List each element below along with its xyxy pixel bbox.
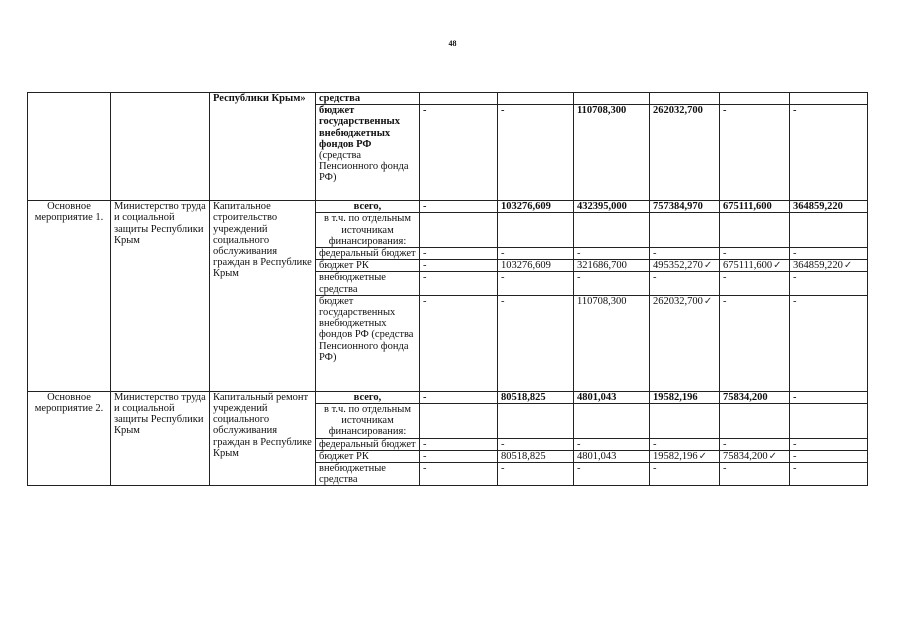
- cell-value: -: [420, 295, 498, 391]
- cell-source-label: внебюджетные средства: [316, 272, 420, 295]
- cell-value: -: [790, 272, 868, 295]
- cell-value: 675111,600: [720, 201, 790, 213]
- cell-value: 75834,200✓: [720, 450, 790, 462]
- table-row: [28, 201, 868, 213]
- cell-value: 364859,220: [790, 201, 868, 213]
- cell-value: 110708,300: [574, 295, 650, 391]
- cell-value: 75834,200: [720, 391, 790, 403]
- cell-value: -: [720, 295, 790, 391]
- cell-value: 262032,700: [650, 105, 720, 201]
- cell-value: -: [790, 105, 868, 201]
- cell-value: 675111,600✓: [720, 260, 790, 272]
- cell-value: -: [790, 295, 868, 391]
- cell-source-label: бюджет РК: [316, 260, 420, 272]
- cell-executor: Министерство труда и социальной защиты Республики Крым: [111, 201, 210, 392]
- cell-value: -: [790, 450, 868, 462]
- cell-value: -: [420, 201, 498, 213]
- cell-value: -: [498, 463, 574, 486]
- check-mark-icon: ✓: [773, 260, 782, 272]
- check-mark-icon: ✓: [843, 260, 853, 272]
- cell-value: -: [720, 463, 790, 486]
- cell-source-label: федеральный бюджет: [316, 248, 420, 260]
- cell-program-fragment: Республики Крым»: [210, 93, 316, 201]
- cell-value: 80518,825: [498, 450, 574, 462]
- cell-value: 432395,000: [574, 201, 650, 213]
- cell-value: 4801,043: [574, 391, 650, 403]
- cell-total-label: всего,: [316, 391, 420, 403]
- cell-value: -: [420, 272, 498, 295]
- cell-value: 103276,609: [498, 201, 574, 213]
- cell-source-label: внебюджетные средства: [316, 463, 420, 486]
- cell-event-name: Основное мероприятие 1.: [28, 201, 111, 392]
- check-mark-icon: ✓: [703, 260, 713, 272]
- cell-value: 495352,270✓: [650, 260, 720, 272]
- check-mark-icon: ✓: [703, 295, 713, 307]
- cell-value: 19582,196: [650, 391, 720, 403]
- cell-source-label: бюджет государственных внебюджетных фондов РФ (средства Пенсионного фонда РФ): [316, 295, 420, 391]
- check-mark-icon: ✓: [768, 450, 778, 462]
- cell-event-title: Капитальное строительство учреждений социального обслуживания граждан в Республике Крым: [210, 201, 316, 392]
- cell-value: -: [420, 450, 498, 462]
- cell-sources-label: в т.ч. по отдельным источникам финансирования:: [316, 404, 420, 439]
- cell-value: 19582,196✓: [650, 450, 720, 462]
- cell-value: 4801,043: [574, 450, 650, 462]
- cell-value: -: [420, 248, 498, 260]
- cell-value: -: [720, 105, 790, 201]
- cell-value: 364859,220✓: [790, 260, 868, 272]
- cell-value: -: [420, 463, 498, 486]
- cell-value: -: [790, 438, 868, 450]
- cell-value: 110708,300: [574, 105, 650, 201]
- budget-table: [27, 92, 868, 486]
- cell-event-name: Основное мероприятие 2.: [28, 391, 111, 486]
- cell-source-label: бюджет РК: [316, 450, 420, 462]
- cell-value: -: [650, 438, 720, 450]
- cell-source-label: средства: [316, 93, 420, 105]
- cell-value: -: [574, 272, 650, 295]
- cell-value: -: [790, 463, 868, 486]
- cell-value: -: [498, 295, 574, 391]
- cell-value: -: [498, 105, 574, 201]
- table-row: [28, 93, 868, 105]
- cell-value: -: [720, 248, 790, 260]
- page-number: 48: [448, 39, 457, 48]
- cell-event-title: Капитальный ремонт учреждений социального обслуживания граждан в Республике Крым: [210, 391, 316, 486]
- cell-value: 321686,700: [574, 260, 650, 272]
- cell-value: -: [720, 438, 790, 450]
- cell-value: -: [498, 272, 574, 295]
- cell-sources-label: в т.ч. по отдельным источникам финансирования:: [316, 213, 420, 248]
- cell-source-label: бюджет государственных внебюджетных фондов РФ (средства Пенсионного фонда РФ): [316, 105, 420, 201]
- table-row: [28, 391, 868, 403]
- cell-value: -: [574, 248, 650, 260]
- cell-value: -: [420, 391, 498, 403]
- cell-value: 80518,825: [498, 391, 574, 403]
- cell-value: -: [650, 248, 720, 260]
- cell-value: -: [420, 105, 498, 201]
- cell-value: -: [574, 438, 650, 450]
- cell-value: -: [720, 272, 790, 295]
- cell-value: -: [574, 463, 650, 486]
- cell-value: -: [790, 248, 868, 260]
- cell-source-label: федеральный бюджет: [316, 438, 420, 450]
- cell-executor: Министерство труда и социальной защиты Республики Крым: [111, 391, 210, 486]
- cell-empty: [111, 93, 210, 201]
- check-mark-icon: ✓: [698, 450, 708, 462]
- cell-value: -: [790, 391, 868, 403]
- cell-value: -: [498, 438, 574, 450]
- cell-value: -: [650, 463, 720, 486]
- cell-value: -: [420, 260, 498, 272]
- cell-empty: [28, 93, 111, 201]
- cell-total-label: всего,: [316, 201, 420, 213]
- cell-value: -: [420, 438, 498, 450]
- cell-value: -: [498, 248, 574, 260]
- cell-value: 757384,970: [650, 201, 720, 213]
- cell-value: -: [650, 272, 720, 295]
- cell-value: 262032,700✓: [650, 295, 720, 391]
- cell-value: 103276,609: [498, 260, 574, 272]
